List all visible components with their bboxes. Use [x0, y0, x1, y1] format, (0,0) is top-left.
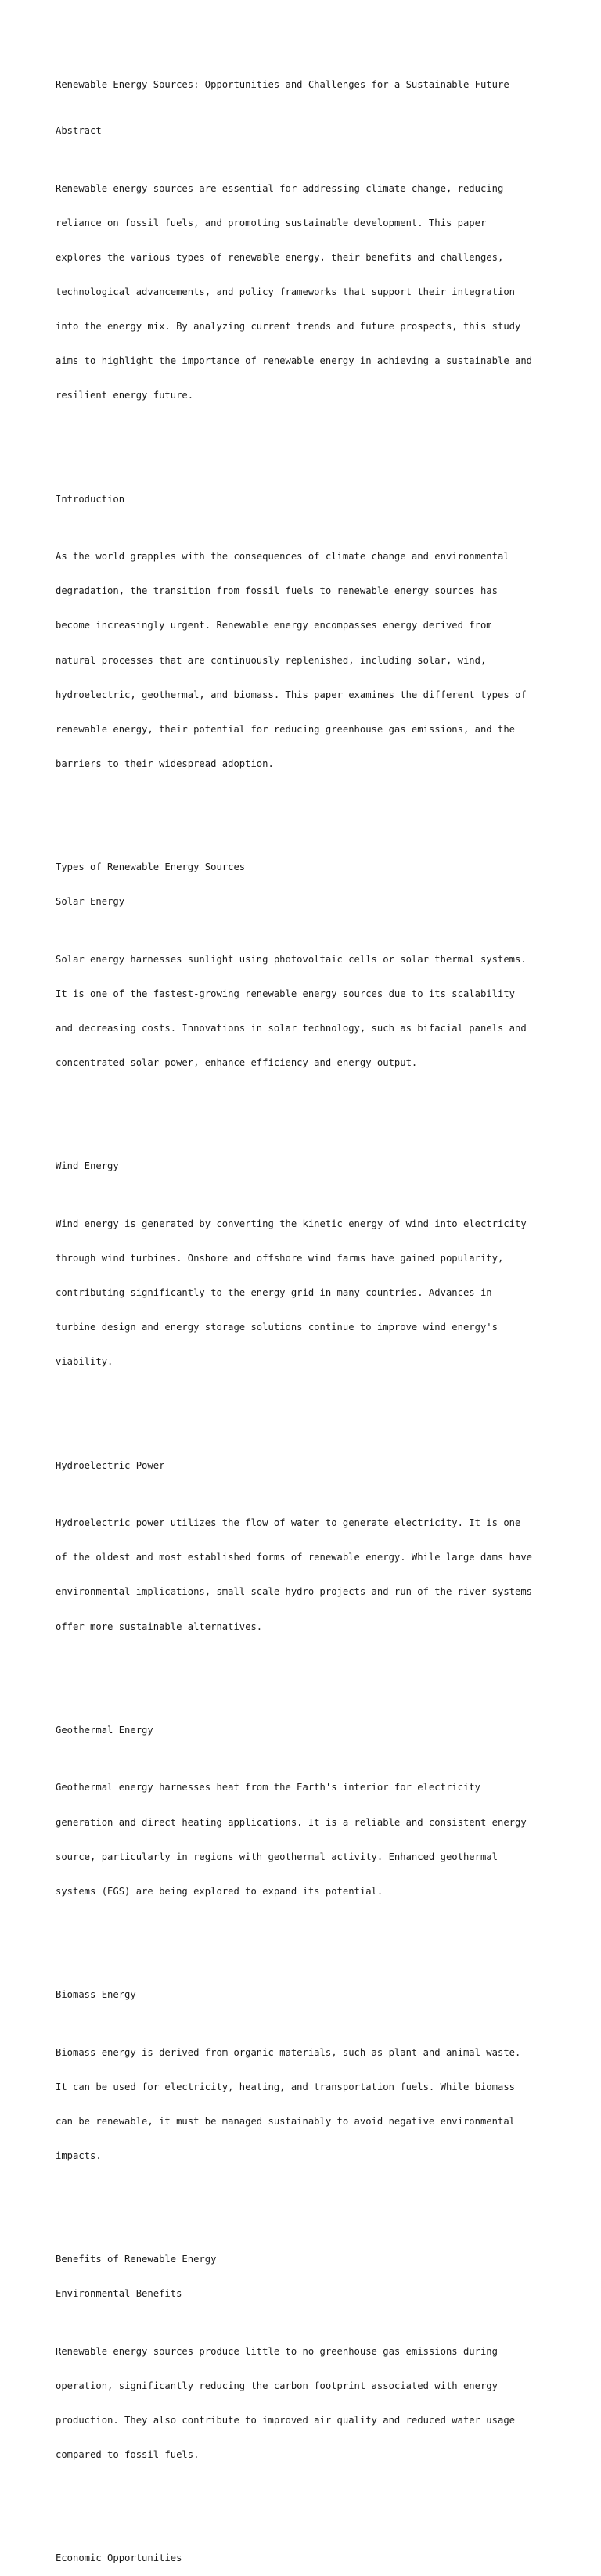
environmental-paragraph — [56, 2322, 556, 2484]
paragraph-spacer — [56, 2507, 556, 2519]
paragraph-line: barriers to their widespread adoption. — [56, 757, 274, 769]
paragraph-line: Solar energy harnesses sunlight using photovoltaic cells or solar thermal systems. — [56, 953, 527, 965]
biomass-heading: Biomass Energy — [56, 1989, 136, 2001]
paragraph-line: resilient energy future. — [56, 390, 194, 401]
paragraph-spacer — [56, 1414, 556, 1426]
paragraph-spacer — [56, 1115, 556, 1127]
paragraph-line: and decreasing costs. Innovations in solar technology, such as bifacial panels and — [56, 1023, 527, 1034]
paragraph-line: hydroelectric, geothermal, and biomass. This paper examines the different types of — [56, 689, 527, 700]
paragraph-line: As the world grapples with the consequences of climate change and environmental — [56, 551, 509, 563]
solar-heading: Solar Energy — [56, 896, 125, 908]
paragraph-line: Hydroelectric power utilizes the flow of water to generate electricity. It is one — [56, 1517, 521, 1529]
geothermal-paragraph — [56, 1759, 556, 1920]
paragraph-line: become increasingly urgent. Renewable energy encompasses energy derived from — [56, 620, 492, 631]
paragraph-line: aims to highlight the importance of renewable energy in achieving a sustainable and — [56, 355, 533, 367]
types-heading: Types of Renewable Energy Sources — [56, 862, 246, 873]
paragraph-line: renewable energy, their potential for reducing greenhouse gas emissions, and the — [56, 723, 515, 735]
paragraph-line: Renewable energy sources produce little to no greenhouse gas emissions during — [56, 2345, 498, 2357]
paragraph-spacer — [56, 2207, 556, 2219]
environmental-heading: Environmental Benefits — [56, 2288, 182, 2300]
paragraph-line: Wind energy is generated by converting the kinetic energy of wind into electricity — [56, 1218, 527, 1229]
benefits-heading: Benefits of Renewable Energy — [56, 2254, 217, 2265]
paragraph-line: It can be used for electricity, heating, and transportation fuels. While biomass — [56, 2081, 515, 2092]
paragraph-line: contributing significantly to the energy grid in many countries. Advances in — [56, 1287, 492, 1299]
paragraph-line: Renewable energy sources are essential for addressing climate change, reducing — [56, 182, 504, 194]
wind-paragraph — [56, 1196, 556, 1391]
paragraph-line: explores the various types of renewable energy, their benefits and challenges, — [56, 251, 504, 263]
paragraph-spacer — [56, 1678, 556, 1690]
paragraph-line: environmental implications, small-scale hydro projects and run-of-the-river systems — [56, 1586, 533, 1598]
document-page — [56, 56, 556, 2576]
paragraph-line: technological advancements, and policy frameworks that support their integration — [56, 286, 515, 298]
paragraph-line: concentrated solar power, enhance efficiency and energy output. — [56, 1057, 418, 1069]
paragraph-line: Geothermal energy harnesses heat from the Earth's interior for electricity — [56, 1782, 480, 1793]
paragraph-line: generation and direct heating applications. It is a reliable and consistent energy — [56, 1816, 527, 1828]
paragraph-line: impacts. — [56, 2150, 102, 2161]
paragraph-spacer — [56, 448, 556, 459]
hydro-heading: Hydroelectric Power — [56, 1459, 165, 1471]
paragraph-line: can be renewable, it must be managed sustainably to avoid negative environmental — [56, 2115, 515, 2127]
paragraph-line: degradation, the transition from fossil fuels to renewable energy sources has — [56, 585, 498, 597]
biomass-paragraph — [56, 2024, 556, 2185]
economic-heading: Economic Opportunities — [56, 2553, 182, 2564]
paragraph-line: systems (EGS) are being explored to expand its potential. — [56, 1885, 383, 1897]
paragraph-line: turbine design and energy storage solutions continue to improve wind energy's — [56, 1322, 498, 1333]
solar-paragraph — [56, 930, 556, 1092]
paragraph-line: into the energy mix. By analyzing current trends and future prospects, this study — [56, 321, 521, 333]
paragraph-line: compared to fossil fuels. — [56, 2449, 200, 2461]
paragraph-line: It is one of the fastest-growing renewable energy sources due to its scalability — [56, 988, 515, 999]
paragraph-line: Biomass energy is derived from organic materials, such as plant and animal waste. — [56, 2046, 521, 2058]
paragraph-spacer — [56, 1943, 556, 1955]
wind-heading: Wind Energy — [56, 1160, 119, 1172]
document-title: Renewable Energy Sources: Opportunities and Challenges for a Sustainable Future — [56, 79, 509, 91]
paragraph-line: natural processes that are continuously replenished, including solar, wind, — [56, 654, 487, 666]
paragraph-line: production. They also contribute to improved air quality and reduced water usage — [56, 2415, 515, 2427]
paragraph-line: reliance on fossil fuels, and promoting sustainable development. This paper — [56, 217, 487, 228]
abstract-heading: Abstract — [56, 125, 102, 137]
paragraph-line: offer more sustainable alternatives. — [56, 1621, 263, 1632]
paragraph-line: viability. — [56, 1356, 113, 1368]
paragraph-line: of the oldest and most established forms of renewable energy. While large dams have — [56, 1552, 533, 1563]
paragraph-line: through wind turbines. Onshore and offshore wind farms have gained popularity, — [56, 1253, 504, 1265]
paragraph-line: operation, significantly reducing the carbon footprint associated with energy — [56, 2380, 498, 2391]
geothermal-heading: Geothermal Energy — [56, 1724, 153, 1736]
introduction-paragraph — [56, 528, 556, 793]
paragraph-spacer — [56, 815, 556, 827]
abstract-paragraph — [56, 160, 556, 424]
hydro-paragraph — [56, 1495, 556, 1656]
paragraph-line: source, particularly in regions with geothermal activity. Enhanced geothermal — [56, 1851, 498, 1862]
introduction-heading: Introduction — [56, 493, 125, 505]
